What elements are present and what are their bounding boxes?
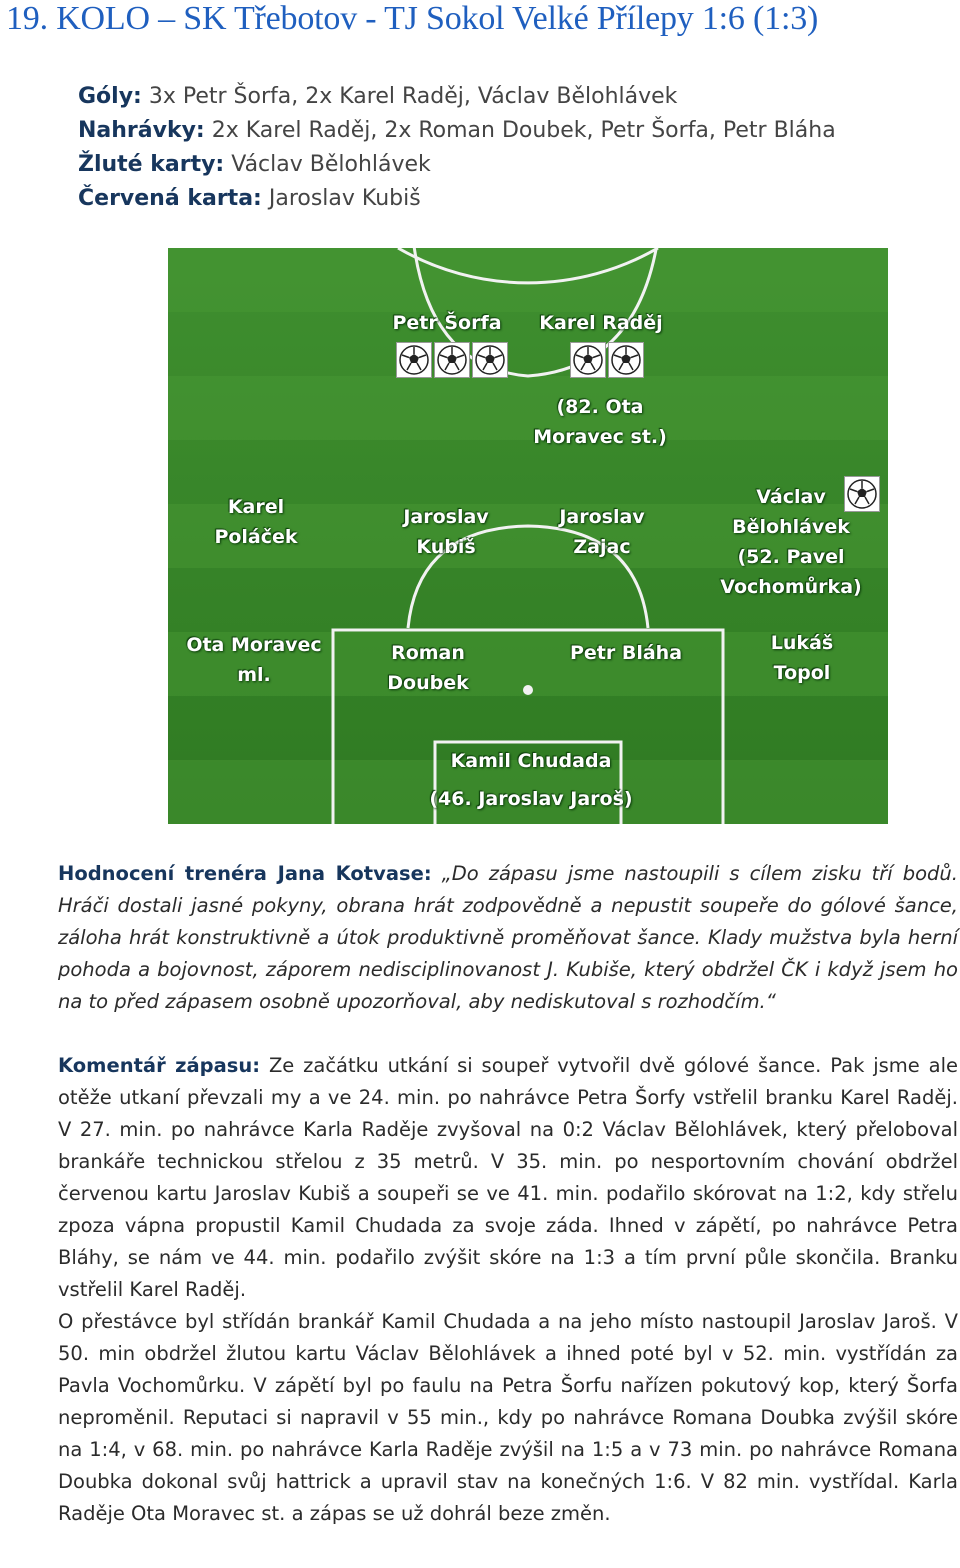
commentary-text-1: Ze začátku utkání si soupeř vytvořil dvě gólové šance. Pak jsme ale otěže utkaní převzali my a ve 24. min. po nahrávce Petra Šorfy vstřelil branku Karel Raděj. V 27. min. po nahrávce Karla Raděje zvyšoval na 0:2 Václav Bělohlávek, který přeloboval brankáře technickou střelou z 35 metrů. V 35. min. po nesportovním chování obdržel červenou kartu Jaroslav Kubiš a soupeři se ve 41. min. podařilo skórovat na 1:2, kdy střelu zpoza vápna propustil Kamil Chudada za svoje záda. Ihned v zápětí, po nahrávce Petra Bláhy, se nám ve 44. min. podařilo zvýšit skóre na 1:3 a tím první půle skončila. Branku vstřelil Karel Raděj.	[58, 1054, 959, 1301]
goals-value: 3x Petr Šorfa, 2x Karel Raděj, Václav Bělohlávek	[148, 84, 678, 109]
ball-icon	[434, 342, 470, 378]
ball-icon	[844, 476, 880, 512]
ball-icon	[396, 342, 432, 378]
coach-rating-text: „Do zápasu jsme nastoupili s cílem zisku tří bodů. Hráči dostali jasné pokyny, obrana hrát zodpovědně a nepustit soupeře do gólové šance, záloha hrát konstruktivně a útok produktivně proměňovat šance. Klady mužstva byla herní pohoda a bojovnost, záporem nedisciplinovanost J. Kubiše, který obdržel ČK i když jsem ho na to před zápasem osobně upozorňoval, aby nediskutoval s rozhodčím.“	[58, 862, 958, 1013]
coach-rating-label: Hodnocení trenéra Jana Kotvase:	[58, 862, 432, 885]
player-chudada: Kamil Chudada	[450, 750, 612, 772]
commentary-label: Komentář zápasu:	[58, 1054, 261, 1077]
player-moravec-ml: Ota Moravec ml.	[186, 634, 322, 686]
player-blaha: Petr Bláha	[569, 642, 683, 664]
yellow-cards-label: Žluté karty:	[78, 152, 225, 177]
ball-icon	[608, 342, 644, 378]
belohlavek-goal	[844, 476, 880, 512]
player-sorfa: Petr Šorfa	[392, 312, 502, 334]
player-doubek: Roman Doubek	[387, 642, 469, 694]
ball-icon	[570, 342, 606, 378]
ball-icon	[472, 342, 508, 378]
page-title: 19. KOLO – SK Třebotov - TJ Sokol Velké Přílepy 1:6 (1:3)	[6, 0, 819, 37]
assists-value: 2x Karel Raděj, 2x Roman Doubek, Petr Šorfa, Petr Bláha	[211, 118, 836, 143]
red-card-line	[78, 182, 938, 216]
match-commentary	[58, 1050, 958, 1530]
sorfa-goals	[396, 342, 508, 378]
assists-label: Nahrávky:	[78, 118, 205, 143]
player-chudada-sub: (46. Jaroslav Jaroš)	[429, 788, 633, 810]
player-radej: Karel Raděj	[539, 312, 663, 334]
player-radej-sub: (82. Ota Moravec st.)	[533, 396, 667, 448]
commentary-text-2: O přestávce byl střídán brankář Kamil Chudada a na jeho místo nastoupil Jaroslav Jaroš. V 50. min obdržel žlutou kartu Václav Bělohlávek a ihned poté byl v 52. min. vystřídán za Pavla Vochomůrku. V zápětí byl po faulu na Petra Šorfu nařízen pokutový kop, který Šorfa neproměnil. Reputaci si napravil v 55 min., kdy po nahrávce Romana Doubka zvýšil skóre na 1:4, v 68. min. po nahrávce Karla Raděje zvýšil na 1:5 a v 73 min. po nahrávce Romana Doubka dokonal svůj hattrick a upravil stav na konečných 1:6. V 82 min. vystřídal. Karla Raděje Ota Moravec st. a zápas se už dohrál beze změn.	[58, 1310, 958, 1525]
assists-line	[78, 114, 938, 148]
player-belohlavek: Václav Bělohlávek (52. Pavel Vochomůrka)	[720, 486, 862, 598]
player-polacek: Karel Poláček	[214, 496, 298, 548]
red-card-label: Červená karta:	[78, 186, 262, 211]
yellow-cards-value: Václav Bělohlávek	[231, 152, 431, 177]
yellow-cards-line	[78, 148, 938, 182]
red-card-value: Jaroslav Kubiš	[268, 186, 421, 211]
player-kubis: Jaroslav Kubiš	[403, 506, 489, 558]
match-stats	[78, 80, 938, 216]
goals-label: Góly:	[78, 84, 142, 109]
player-zajac: Jaroslav Zajac	[559, 506, 645, 558]
goals-line	[78, 80, 938, 114]
radej-goals	[570, 342, 644, 378]
lineup-pitch	[168, 248, 888, 824]
player-topol: Lukáš Topol	[770, 632, 834, 684]
coach-rating	[58, 858, 958, 1018]
